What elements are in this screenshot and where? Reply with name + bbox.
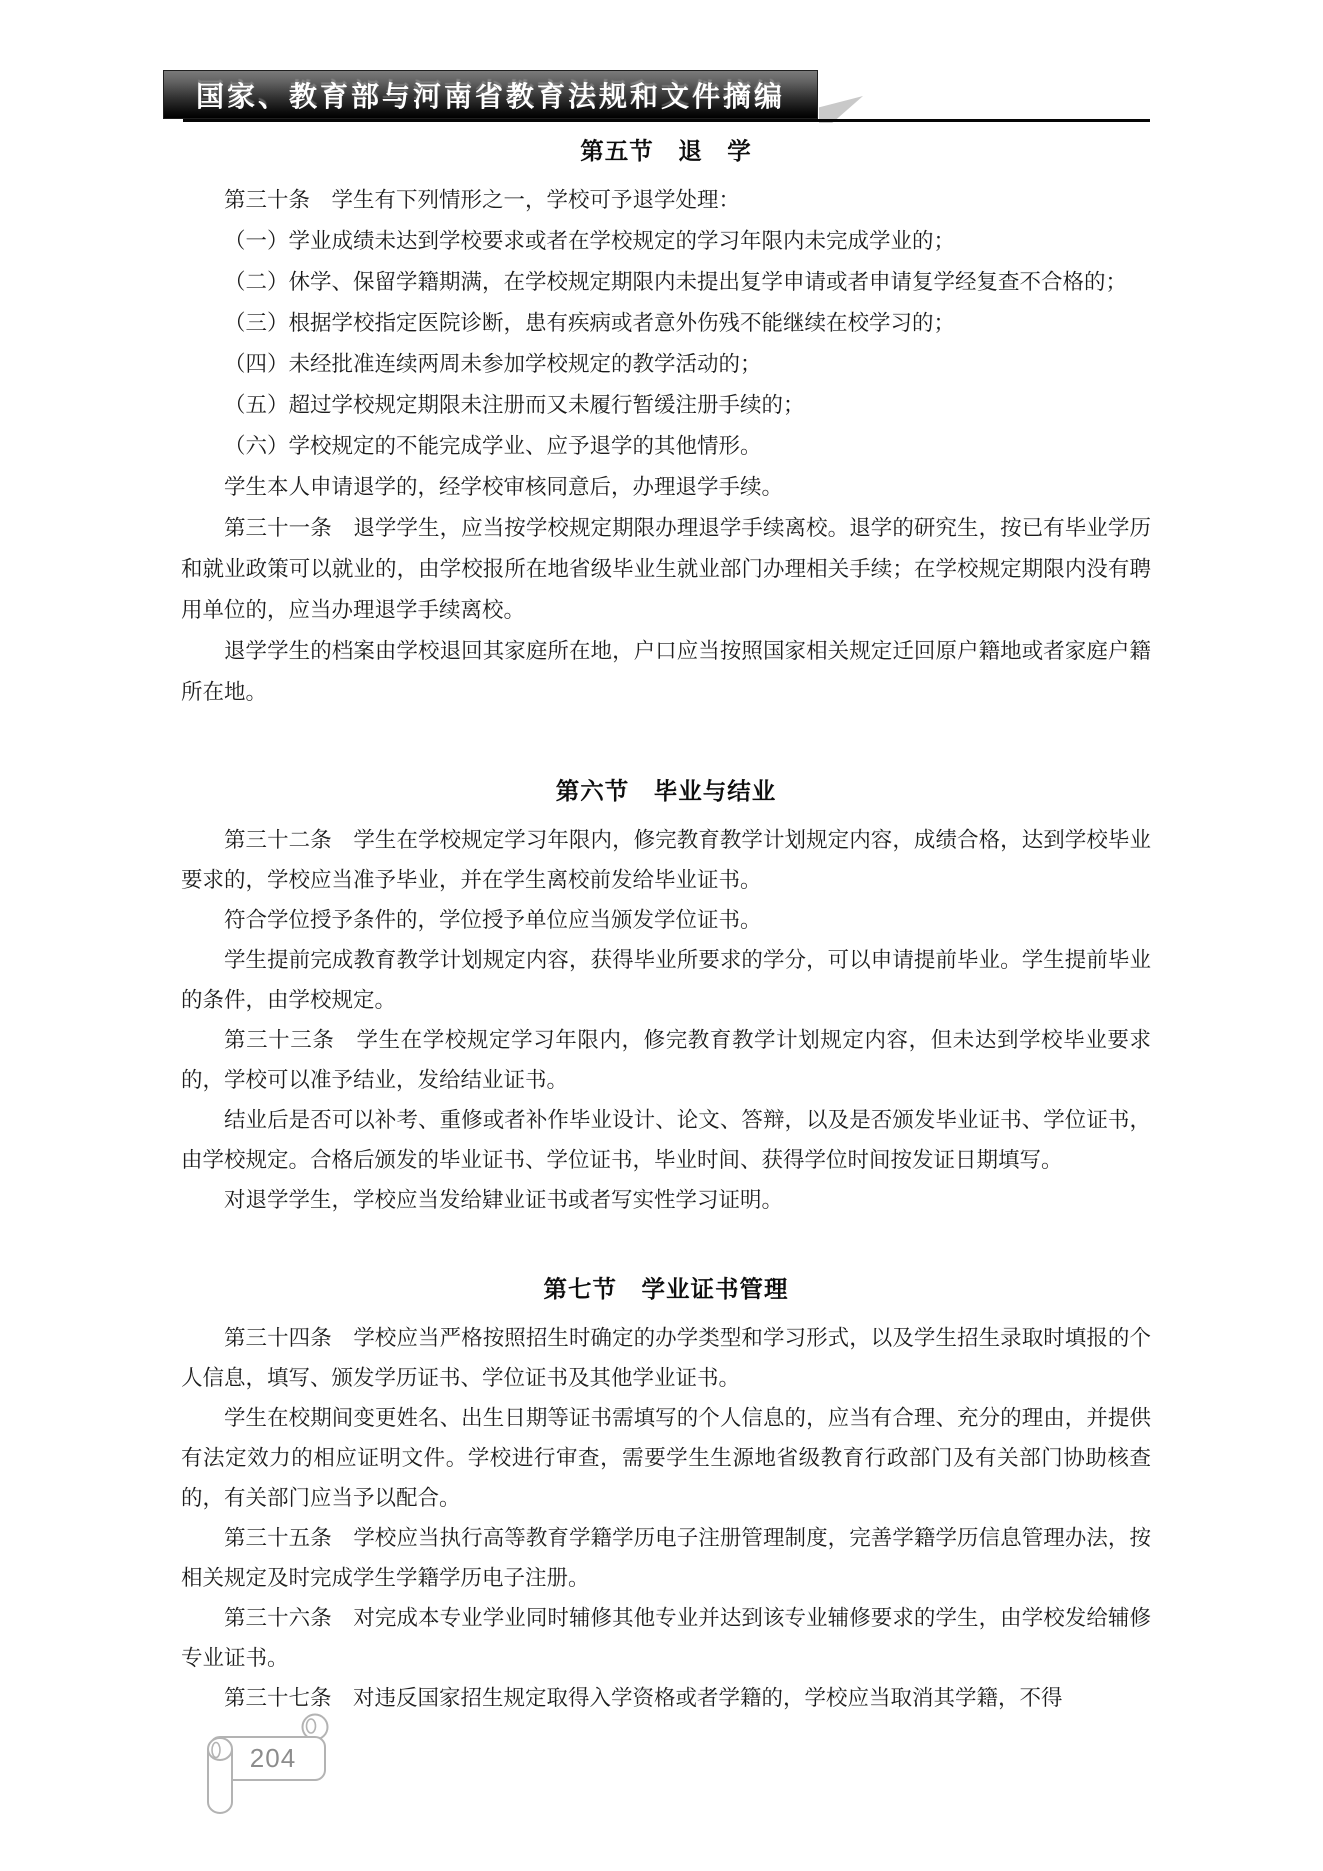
paragraph: 第三十三条 学生在学校规定学习年限内，修完教育教学计划规定内容，但未达到学校毕业要求的，学校可以准予结业，发给结业证书。	[181, 1028, 1151, 1092]
paragraph: （一）学业成绩未达到学校要求或者在学校规定的学习年限内未完成学业的；	[224, 229, 956, 253]
page-number-scroll-icon	[198, 1710, 333, 1815]
header-banner-title: 国家、教育部与河南省教育法规和文件摘编	[195, 81, 785, 113]
page-number: 204	[249, 1743, 297, 1773]
paragraph: 学生本人申请退学的，经学校审核同意后，办理退学手续。	[224, 475, 784, 499]
paragraph: 结业后是否可以补考、重修或者补作毕业设计、论文、答辩，以及是否颁发毕业证书、学位证书，由学校规定。合格后颁发的毕业证书、学位证书，毕业时间、获得学位时间按发证日期填写。	[181, 1108, 1151, 1172]
paragraph: 第三十四条 学校应当严格按照招生时确定的办学类型和学习形式，以及学生招生录取时填报的个人信息，填写、颁发学历证书、学位证书及其他学业证书。	[181, 1326, 1151, 1390]
paragraph: （二）休学、保留学籍期满，在学校规定期限内未提出复学申请或者申请复学经复查不合格的；	[224, 270, 1128, 294]
paragraph: 第三十六条 对完成本专业学业同时辅修其他专业并达到该专业辅修要求的学生，由学校发给辅修专业证书。	[181, 1606, 1151, 1670]
section-heading: 第六节 毕业与结业	[555, 779, 777, 805]
paragraph: （三）根据学校指定医院诊断，患有疾病或者意外伤残不能继续在校学习的；	[224, 311, 956, 335]
paragraph: 第三十七条 对违反国家招生规定取得入学资格或者学籍的，学校应当取消其学籍，不得	[224, 1686, 1063, 1710]
paragraph: （五）超过学校规定期限未注册而又未履行暂缓注册手续的；	[224, 393, 805, 417]
paragraph: 对退学学生，学校应当发给肄业证书或者写实性学习证明。	[224, 1188, 784, 1212]
paragraph: （四）未经批准连续两周未参加学校规定的教学活动的；	[224, 352, 762, 376]
section-heading: 第七节 学业证书管理	[543, 1277, 789, 1303]
section-heading: 第五节 退 学	[580, 139, 752, 165]
paragraph: 第三十一条 退学学生，应当按学校规定期限办理退学手续离校。退学的研究生，按已有毕业学历和就业政策可以就业的，由学校报所在地省级毕业生就业部门办理相关手续；在学校规定期限内没有聘用单位的，应当办理退学手续离校。	[181, 516, 1151, 622]
header-rule	[183, 119, 1150, 122]
section-withdrawal	[181, 130, 1151, 713]
paragraph: 学生在校期间变更姓名、出生日期等证书需填写的个人信息的，应当有合理、充分的理由，并提供有法定效力的相应证明文件。学校进行审查，需要学生生源地省级教育行政部门及有关部门协助核查的，有关部门应当予以配合。	[181, 1406, 1151, 1510]
paragraph: 退学学生的档案由学校退回其家庭所在地，户口应当按照国家相关规定迁回原户籍地或者家庭户籍所在地。	[181, 639, 1151, 704]
section-certificates	[181, 1268, 1151, 1718]
paragraph: 符合学位授予条件的，学位授予单位应当颁发学位证书。	[224, 908, 762, 932]
paragraph: 学生提前完成教育教学计划规定内容，获得毕业所要求的学分，可以申请提前毕业。学生提前毕业的条件，由学校规定。	[181, 948, 1151, 1012]
header-banner	[163, 70, 818, 119]
paragraph: （六）学校规定的不能完成学业、应予退学的其他情形。	[224, 434, 762, 458]
paragraph: 第三十二条 学生在学校规定学习年限内，修完教育教学计划规定内容，成绩合格，达到学校毕业要求的，学校应当准予毕业，并在学生离校前发给毕业证书。	[181, 828, 1151, 892]
paragraph: 第三十条 学生有下列情形之一，学校可予退学处理：	[224, 188, 741, 212]
section-graduation	[181, 770, 1151, 1220]
paragraph: 第三十五条 学校应当执行高等教育学籍学历电子注册管理制度，完善学籍学历信息管理办法，按相关规定及时完成学生学籍学历电子注册。	[181, 1526, 1151, 1590]
